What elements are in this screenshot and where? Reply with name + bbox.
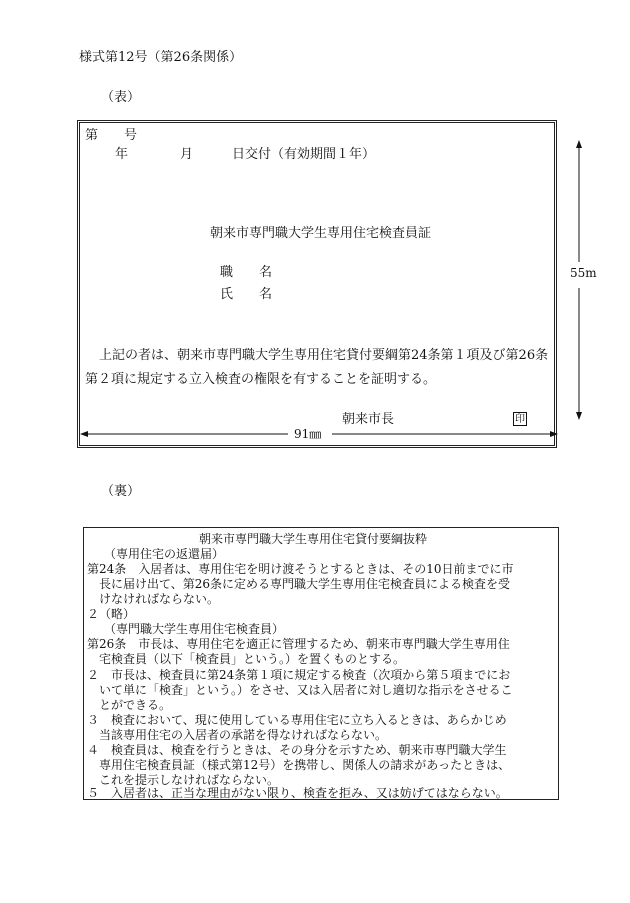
issue-date-line: 年 月 日交付（有効期間１年）: [115, 147, 376, 162]
seal-stamp-icon: 印: [515, 414, 525, 425]
form-title: 様式第12号（第26条関係）: [79, 50, 243, 65]
card-number-label: 第 号: [85, 128, 138, 143]
article-26-para4-line1: ４ 検査員は、検査を行うときは、その身分を示すため、朝来市専門職大学生: [87, 743, 507, 757]
height-dimension-label: 55m: [570, 266, 597, 280]
article-26-para4-line3: これを提示しなければならない。: [99, 773, 280, 787]
id-card-front: [77, 120, 557, 448]
article-26-para3-line1: ３ 検査において、現に使用している専用住宅に立ち入るときは、あらかじめ: [87, 713, 507, 727]
field-name-label: 氏 名: [220, 287, 273, 302]
field-post-label: 職 名: [220, 265, 273, 280]
article-26-para4-line2: 専用住宅検査員証（様式第12号）を携帯し、関係人の請求があったときは、: [99, 758, 511, 772]
section-heading-inspector: （専門職大学生専用住宅検査員）: [104, 622, 285, 636]
article-24-line1: 第24条 入居者は、専用住宅を明け渡そうとするときは、その10日前までに市: [87, 562, 514, 576]
article-24-line3: けなければならない。: [99, 592, 220, 606]
back-title: 朝来市専門職大学生専用住宅貸付要綱抜粋: [199, 532, 428, 546]
article-26-para2-line2: いて単に「検査」という。）をさせ、又は入居者に対し適切な指示をさせるこ: [99, 683, 513, 697]
article-26-para2-line1: ２ 市長は、検査員に第24条第１項に規定する検査（次項から第５項までにお: [87, 668, 511, 682]
front-label: （表）: [101, 90, 141, 105]
section-heading-return: （専用住宅の返還届）: [104, 547, 225, 561]
certification-text-line2: 第２項に規定する立入検査の権限を有することを証明する。: [85, 372, 437, 387]
article-24-para2: ２（略）: [87, 607, 136, 621]
article-26-para5: ５ 入居者は、正当な理由がない限り、検査を拒み、又は妨げてはならない。: [87, 786, 508, 800]
card-title: 朝来市専門職大学生専用住宅検査員証: [210, 226, 432, 241]
article-26-para2-line3: とができる。: [99, 698, 172, 712]
id-card-back: [83, 527, 559, 800]
article-26-line1: 第26条 市長は、専用住宅を適正に管理するため、朝来市専門職大学生専用住: [87, 637, 510, 651]
article-24-line2: 長に届け出て、第26条に定める専門職大学生専用住宅検査員による検査を受: [99, 577, 511, 591]
article-26-line2: 宅検査員（以下「検査員」という。）を置くものとする。: [99, 652, 406, 666]
article-26-para3-line2: 当該専用住宅の入居者の承諾を得なければならない。: [99, 728, 388, 742]
back-label: （裏）: [101, 484, 141, 499]
issuer-label: 朝来市長: [342, 412, 395, 427]
width-dimension-label: 91㎜: [294, 427, 322, 441]
certification-text-line1: 上記の者は、朝来市専門職大学生専用住宅貸付要綱第24条第１項及び第26条: [99, 348, 549, 363]
